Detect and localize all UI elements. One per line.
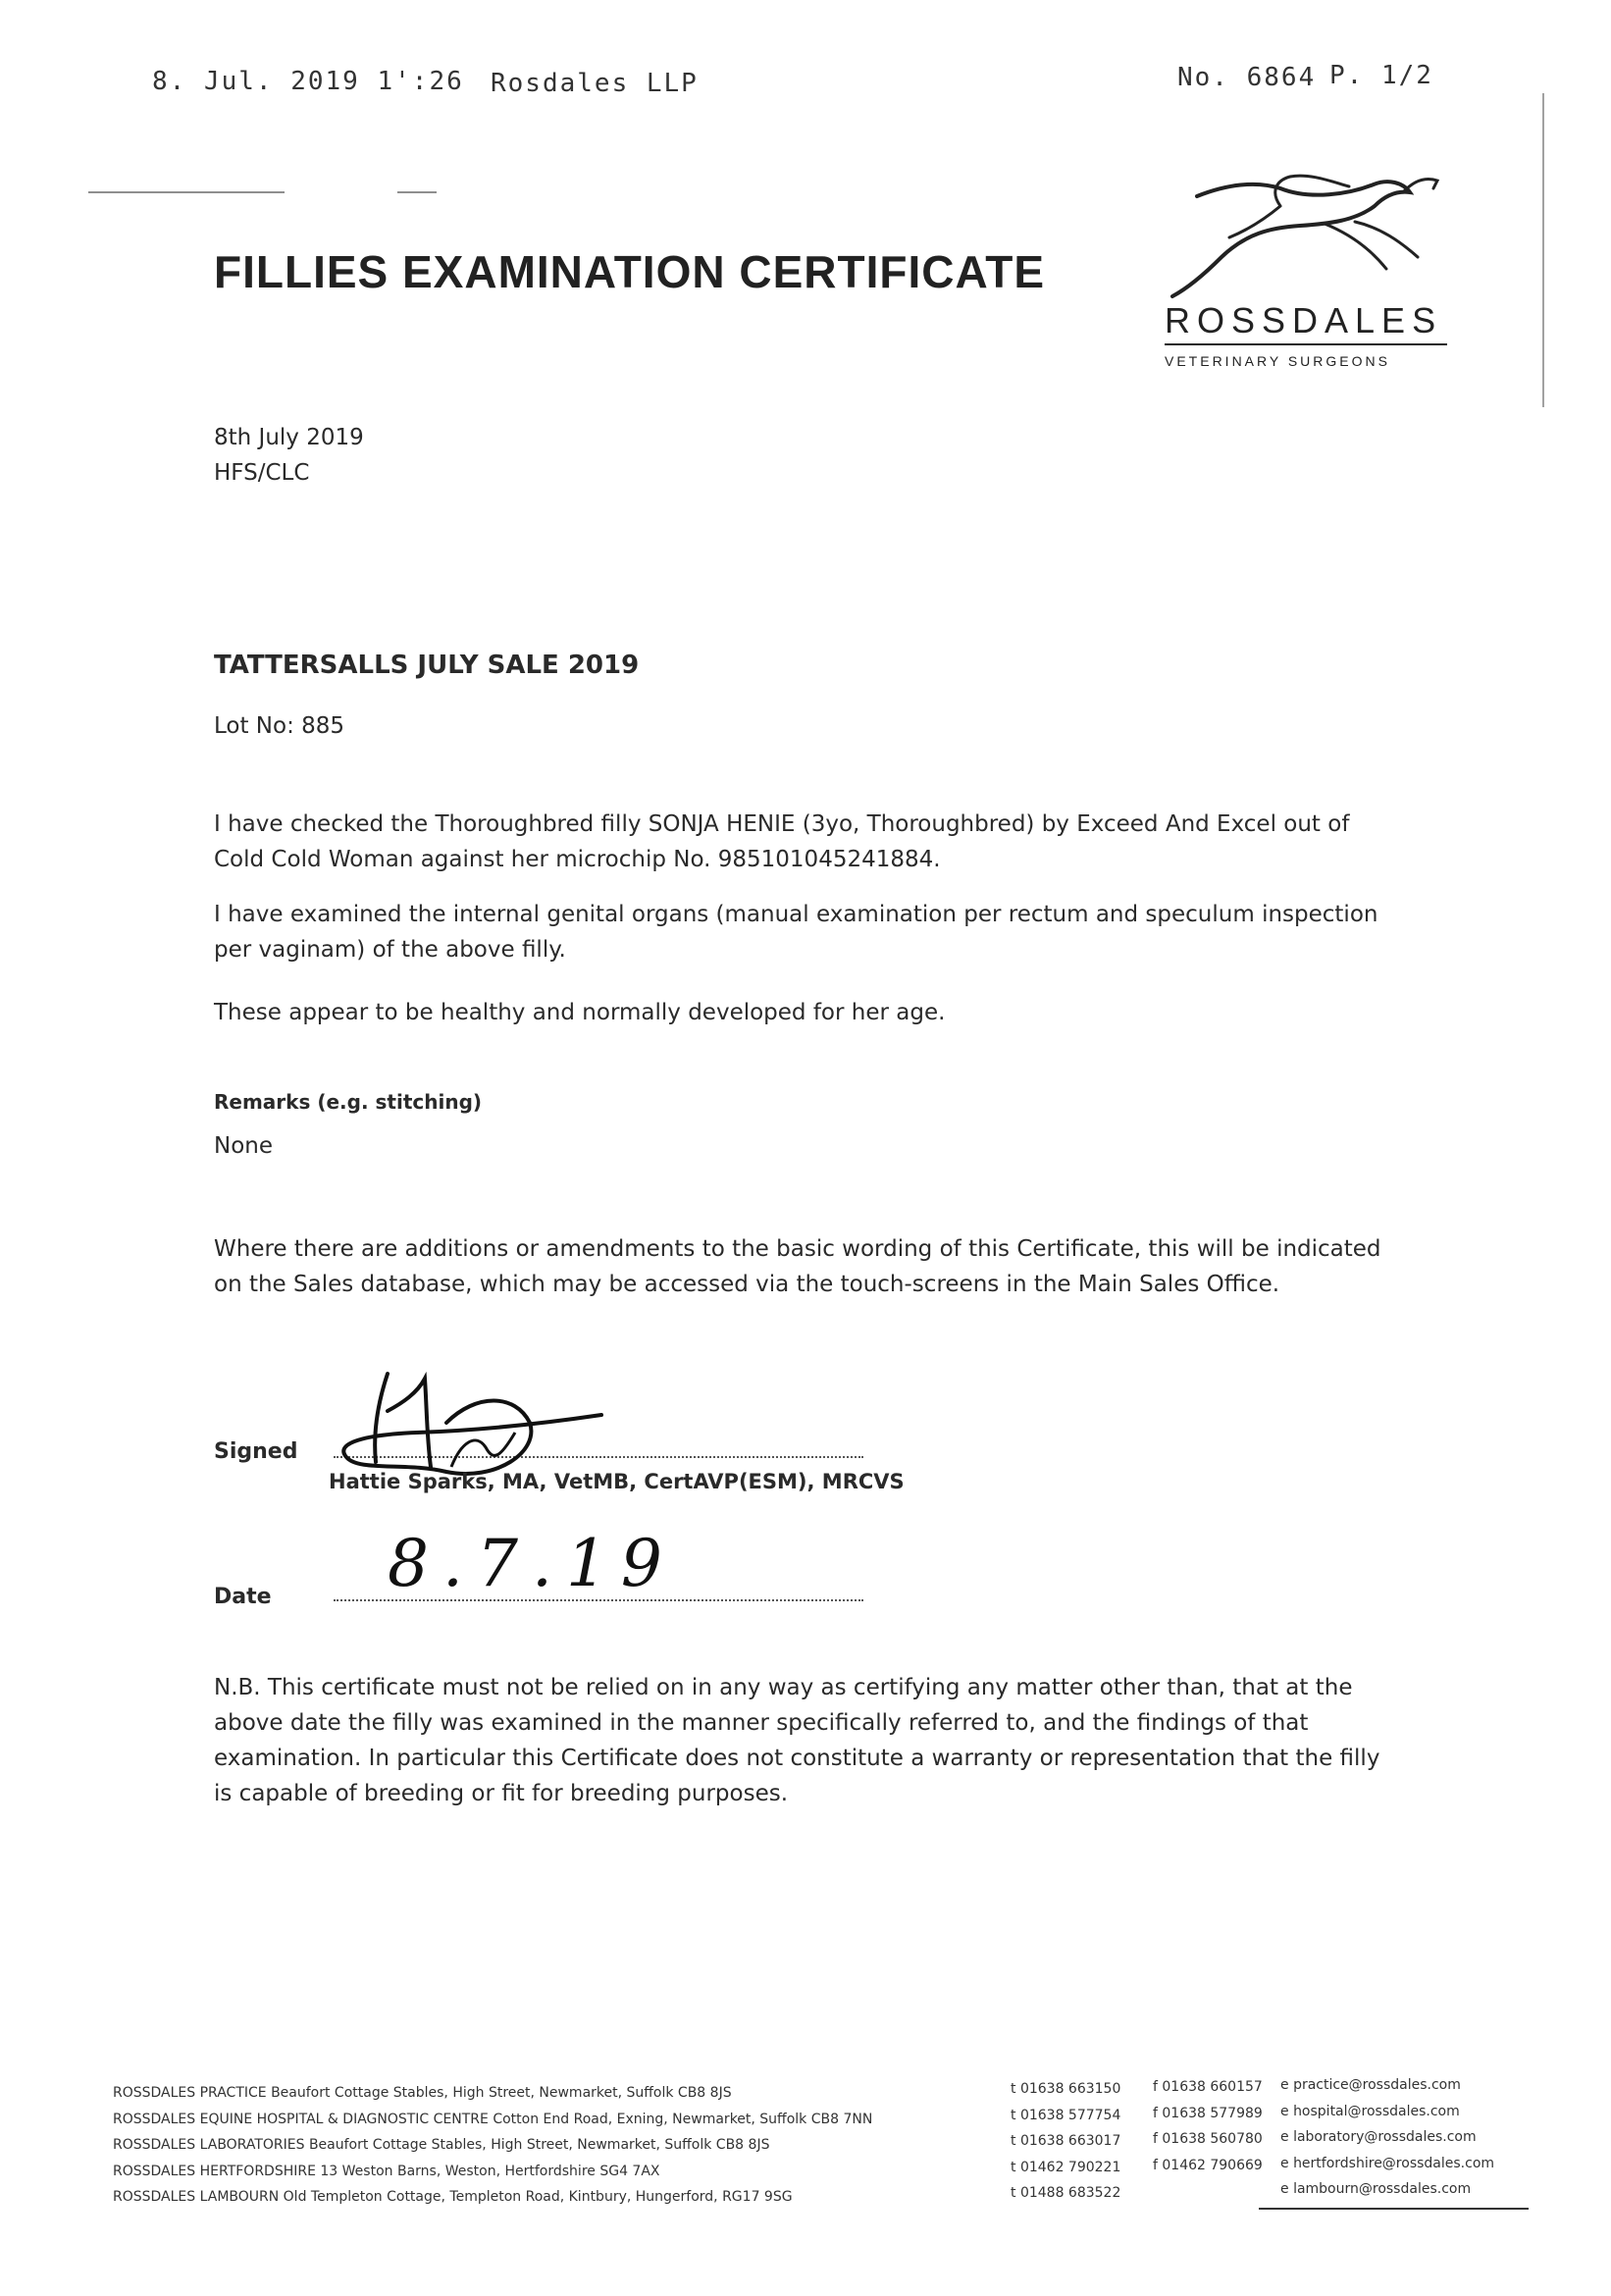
letter-date: 8th July 2019 [214, 425, 364, 450]
footer-rule [1259, 2208, 1529, 2210]
footer-fax: f 01638 560780 [1153, 2131, 1263, 2147]
footer-phone: t 01638 663017 [1011, 2133, 1121, 2149]
paragraph-findings: These appear to be healthy and normally developed for her age. [214, 1000, 946, 1025]
footer-phone: t 01488 683522 [1011, 2185, 1121, 2201]
remarks-label: Remarks (e.g. stitching) [214, 1090, 483, 1114]
letter-reference: HFS/CLC [214, 460, 310, 486]
signatory-name: Hattie Sparks, MA, VetMB, CertAVP(ESM), MRCVS [329, 1470, 905, 1493]
footer-address-laboratories: ROSSDALES LABORATORIES Beaufort Cottage Stables, High Street, Newmarket, Suffolk CB8 8JS [113, 2137, 770, 2153]
amendments-note: Where there are additions or amendments to the basic wording of this Certificate, this will be indicated on the Sales database, which may be accessed via the touch-screens in the Main Sales Office. [214, 1236, 1381, 1297]
fax-datetime: 8. Jul. 2019 1':26 [152, 67, 464, 96]
footer-email: e hospital@rossdales.com [1280, 2103, 1460, 2119]
signed-label: Signed [214, 1439, 298, 1464]
footer-fax: f 01638 660157 [1153, 2079, 1263, 2095]
footer-email: e practice@rossdales.com [1280, 2077, 1461, 2093]
footer-fax: f 01462 790669 [1153, 2157, 1263, 2173]
lot-number: Lot No: 885 [214, 713, 345, 739]
scan-artifact-line [88, 191, 285, 193]
footer-phone: t 01638 577754 [1011, 2107, 1121, 2123]
paragraph-microchip-check: I have checked the Thoroughbred filly SONJA HENIE (3yo, Thoroughbred) by Exceed And Excel out of Cold Cold Woman against her microchip No. 985101045241884. [214, 811, 1350, 872]
scan-edge-line [1542, 93, 1544, 407]
date-label: Date [214, 1585, 272, 1609]
logo-name: ROSSDALES [1165, 300, 1443, 340]
footer-email: e laboratory@rossdales.com [1280, 2129, 1477, 2145]
handwritten-date: 8.7.19 [388, 1526, 676, 1601]
footer-phones [1011, 2076, 1120, 2207]
footer-email: e lambourn@rossdales.com [1280, 2181, 1472, 2197]
footer-emails [1280, 2072, 1494, 2203]
certificate-title: FILLIES EXAMINATION CERTIFICATE [214, 246, 1046, 297]
footer-address-hertfordshire: ROSSDALES HERTFORDSHIRE 13 Weston Barns, Weston, Hertfordshire SG4 7AX [113, 2163, 660, 2179]
footer-address-practice: ROSSDALES PRACTICE Beaufort Cottage Stables, High Street, Newmarket, Suffolk CB8 8JS [113, 2085, 732, 2101]
scan-artifact-dash [397, 191, 437, 193]
horse-logo-icon [1153, 167, 1447, 304]
footer-fax: f 01638 577989 [1153, 2105, 1263, 2121]
footer-address-lambourn: ROSSDALES LAMBOURN Old Templeton Cottage, Templeton Road, Kintbury, Hungerford, RG17 9SG [113, 2189, 793, 2205]
nb-disclaimer: N.B. This certificate must not be relied on in any way as certifying any matter other than, that at the above date the filly was examined in the manner specifically referred to, and the findings of that examination. In particular this Certificate does not constitute a warranty or representation that the filly is capable of breeding or fit for breeding purposes. [214, 1675, 1380, 1806]
footer [113, 2077, 1526, 2218]
footer-faxes [1153, 2074, 1263, 2178]
paragraph-examination: I have examined the internal genital organs (manual examination per rectum and speculum inspection per vaginam) of the above filly. [214, 902, 1378, 963]
footer-phone: t 01462 790221 [1011, 2159, 1121, 2175]
footer-phone: t 01638 663150 [1011, 2081, 1121, 2097]
fax-number: No. 6864 [1177, 63, 1317, 92]
footer-addresses [113, 2080, 872, 2211]
rossdales-logo [1153, 167, 1447, 392]
sale-name: TATTERSALLS JULY SALE 2019 [214, 651, 640, 680]
logo-tagline: VETERINARY SURGEONS [1165, 353, 1390, 369]
footer-email: e hertfordshire@rossdales.com [1280, 2155, 1495, 2171]
remarks-value: None [214, 1133, 274, 1159]
fax-page: P. 1/2 [1329, 61, 1433, 90]
footer-address-hospital: ROSSDALES EQUINE HOSPITAL & DIAGNOSTIC CENTRE Cotton End Road, Exning, Newmarket, Suffolk CB8 7NN [113, 2111, 873, 2127]
fax-sender: Rosdales LLP [491, 69, 699, 98]
logo-rule [1165, 343, 1447, 345]
